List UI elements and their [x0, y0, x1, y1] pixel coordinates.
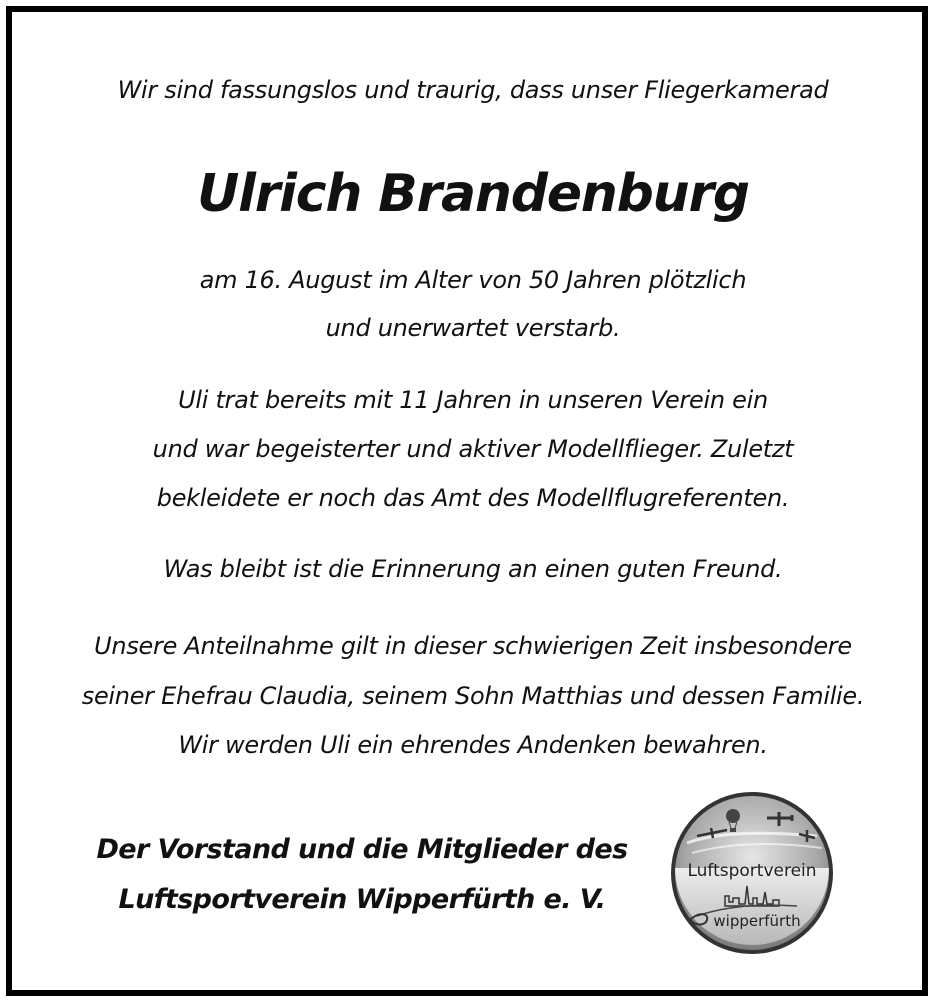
condolence-line-2: seiner Ehefrau Claudia, seinem Sohn Matthias und dessen Familie. — [81, 682, 865, 710]
bio-line-2: und war begeisterter und aktiver Modellflieger. Zuletzt — [152, 435, 794, 463]
obituary-frame — [6, 6, 928, 996]
bio-line-1: Uli trat bereits mit 11 Jahren in unseren Verein ein — [178, 386, 768, 414]
death-line-2: und unerwartet verstarb. — [325, 314, 621, 342]
logo-place: wipperfürth — [713, 912, 801, 930]
memory-text: Was bleibt ist die Erinnerung an einen guten Freund. — [163, 555, 783, 583]
condolence-line-1: Unsere Anteilnahme gilt in dieser schwierigen Zeit insbesondere — [94, 632, 852, 660]
intro-text: Wir sind fassungslos und traurig, dass unser Fliegerkamerad — [117, 76, 829, 104]
death-line-1: am 16. August im Alter von 50 Jahren plötzlich — [199, 266, 747, 294]
condolence-line-3: Wir werden Uli ein ehrendes Andenken bewahren. — [178, 731, 768, 759]
bio-line-3: bekleidete er noch das Amt des Modellflugreferenten. — [156, 484, 790, 512]
club-logo-icon — [667, 788, 837, 958]
signature-line-1: Der Vorstand und die Mitglieder des — [96, 834, 628, 865]
logo-club-name: Luftsportverein — [687, 861, 817, 881]
signature-line-2: Luftsportverein Wipperfürth e. V. — [118, 884, 606, 915]
deceased-name: Ulrich Brandenburg — [197, 164, 749, 224]
